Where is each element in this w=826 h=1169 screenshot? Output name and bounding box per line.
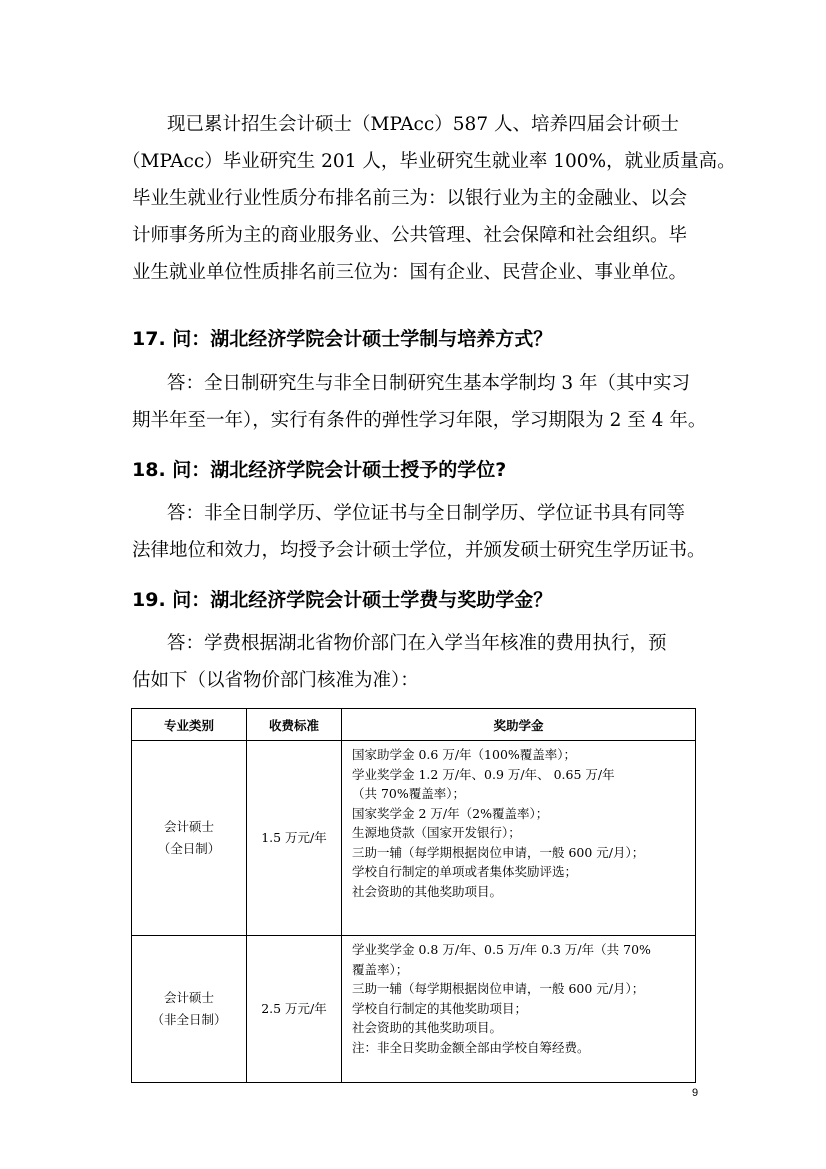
award-item: 三助一辅（每学期根据岗位申请，一般 600 元/月）；: [352, 844, 645, 860]
text-line: 估如下（以省物价部门核准为准）：: [132, 670, 419, 691]
award-item: 社会资助的其他奖助项目。: [352, 1020, 503, 1035]
tuition-awards-table: [131, 708, 696, 1083]
table-header-row: [132, 709, 696, 741]
column-header-fee: 收费标准: [247, 709, 342, 741]
category-cell: [132, 936, 247, 1083]
award-item: 生源地贷款（国家开发银行）；: [352, 825, 521, 840]
awards-cell: [342, 936, 696, 1083]
award-item: 学校自行制定的其他奖助项目；: [352, 1000, 528, 1016]
award-item: 注：非全日奖助金额全部由学校自筹经费。: [352, 1039, 590, 1055]
question-19-heading: 19. 问：湖北经济学院会计硕士学费与奖助学金？: [132, 589, 553, 611]
question-19-answer: [132, 625, 702, 699]
question-17-heading: 17. 问：湖北经济学院会计硕士学制与培养方式？: [132, 328, 553, 350]
fee-cell: 2.5 万元/年: [247, 936, 342, 1083]
text-line: 期半年至一年），实行有条件的弹性学习年限，学习期限为 2 至 4 年。: [132, 410, 707, 431]
column-header-category: 专业类别: [132, 709, 247, 741]
table-row: [132, 936, 696, 1083]
text-line: 答：全日制研究生与非全日制研究生基本学制均 3 年（其中实习: [167, 373, 691, 394]
text-line: 毕业生就业行业性质分布排名前三为：以银行业为主的金融业、以会: [132, 188, 688, 209]
question-17-answer: [132, 365, 707, 439]
category-mode: （非全日制）: [151, 1012, 227, 1027]
category-cell: [132, 741, 247, 936]
award-item: 学业奖学金 1.2 万/年、0.9 万/年、 0.65 万/年: [352, 766, 615, 782]
column-header-awards: 奖助学金: [342, 709, 696, 741]
award-item: （共 70%覆盖率）；: [352, 786, 466, 801]
text-line: 答：学费根据湖北省物价部门在入学当年核准的费用执行，预: [167, 633, 667, 654]
category-name: 会计硕士: [163, 819, 214, 834]
text-line: （MPAcc）毕业研究生 201 人，毕业研究生就业率 100%，就业质量高。: [122, 151, 736, 172]
text-line: 法律地位和效力，均授予会计硕士学位，并颁发硕士研究生学历证书。: [132, 540, 706, 561]
text-line: 业生就业单位性质排名前三位为：国有企业、民营企业、事业单位。: [132, 262, 688, 283]
fee-cell: 1.5 万元/年: [247, 741, 342, 936]
category-name: 会计硕士: [163, 990, 214, 1005]
awards-cell: [342, 741, 696, 936]
question-18-heading: 18. 问：湖北经济学院会计硕士授予的学位?: [132, 459, 507, 481]
category-mode: （全日制）: [157, 841, 221, 856]
employment-paragraph: [122, 106, 736, 291]
award-item: 学业奖学金 0.8 万/年、0.5 万/年 0.3 万/年（共 70%: [352, 942, 651, 957]
text-line: 计师事务所为主的商业服务业、公共管理、社会保障和社会组织。毕: [132, 225, 688, 246]
award-item: 社会资助的其他奖助项目。: [352, 883, 503, 899]
text-line: 答：非全日制学历、学位证书与全日制学历、学位证书具有同等: [167, 503, 686, 524]
award-item: 覆盖率）；: [352, 961, 409, 977]
table-row: [132, 741, 696, 936]
question-18-answer: [132, 495, 706, 569]
award-item: 国家奖学金 2 万/年（2%覆盖率）；: [352, 805, 549, 821]
award-item: 国家助学金 0.6 万/年（100%覆盖率）；: [352, 747, 577, 762]
text-line: 现已累计招生会计硕士（MPAcc）587 人、培养四届会计硕士: [167, 114, 679, 135]
page-number: 9: [692, 1087, 699, 1099]
award-item: 学校自行制定的单项或者集体奖励评选；: [352, 864, 578, 879]
award-item: 三助一辅（每学期根据岗位申请，一般 600 元/月）；: [352, 981, 645, 996]
